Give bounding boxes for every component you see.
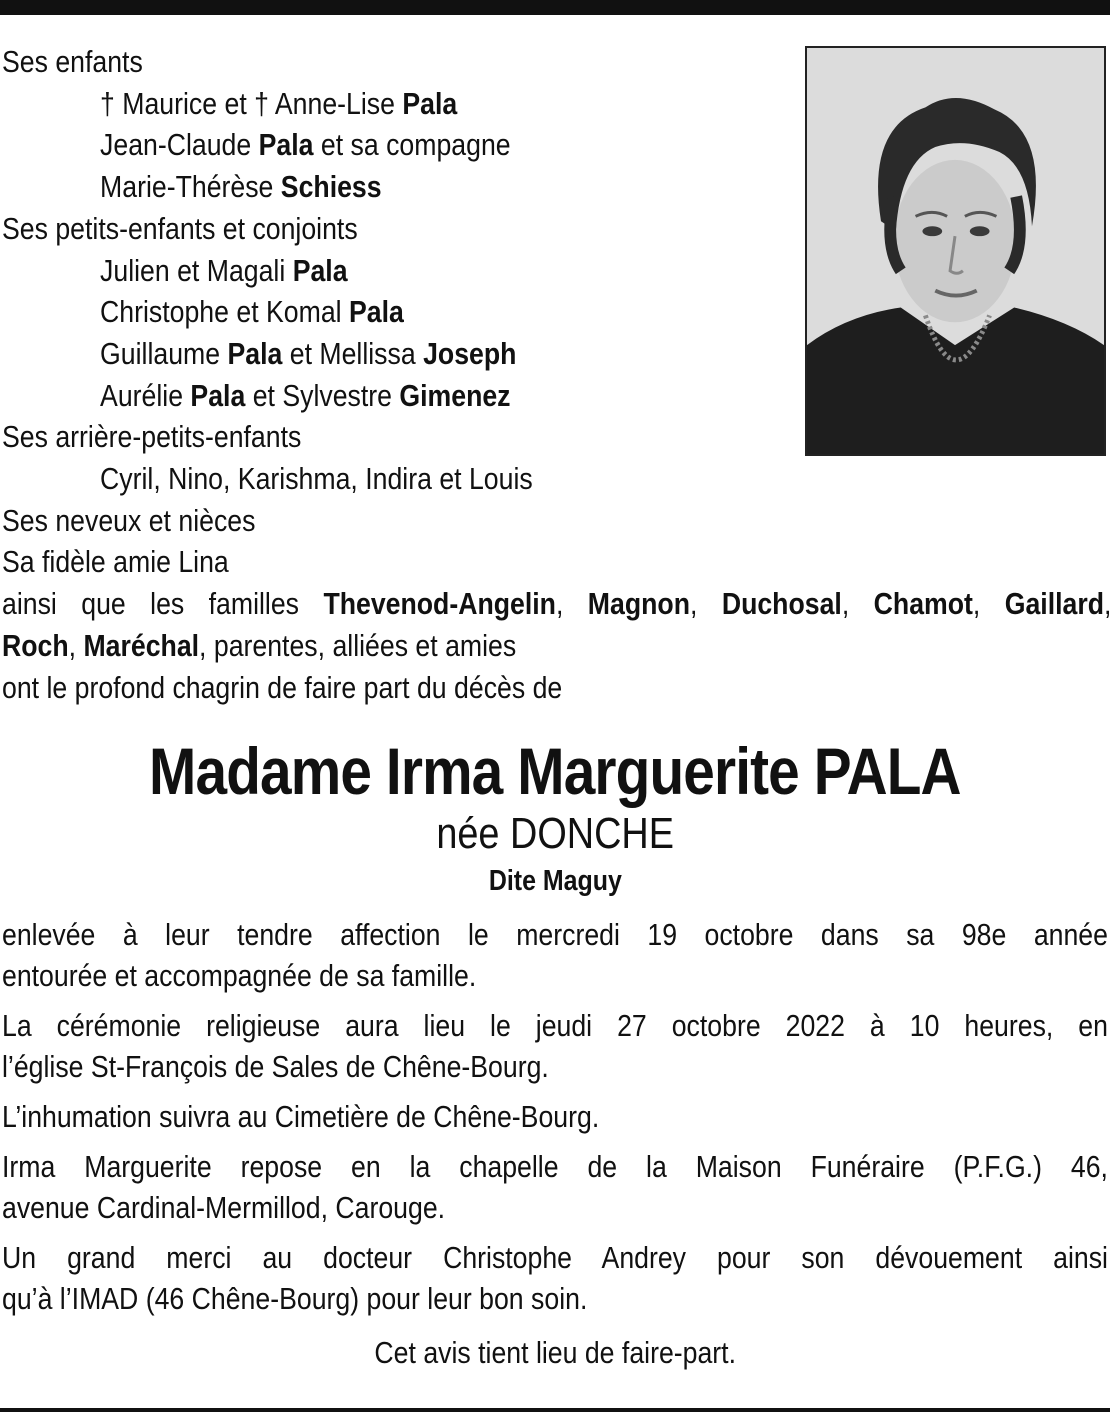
paragraph [2, 1096, 1108, 1137]
text-segment: Marie-Thérèse [100, 169, 281, 205]
paragraph [2, 914, 1108, 996]
text-segment: Jean-Claude [100, 127, 259, 163]
top-rule [0, 0, 1110, 15]
paragraph-line: Un grand merci au docteur Christophe Andrey pour son dévouement ainsi [2, 1240, 1108, 1275]
text-segment: , [689, 586, 722, 622]
paragraph [2, 1005, 1108, 1087]
family-line [2, 458, 955, 500]
surname: Pala [190, 377, 246, 413]
surname: Duchosal [721, 586, 842, 622]
nickname: Dite Maguy [488, 865, 622, 897]
text-segment: , parentes, alliées et amies [199, 627, 517, 663]
text-segment: Guillaume [100, 335, 228, 371]
paragraph-line: l’église St-François de Sales de Chêne-Bourg. [2, 1049, 549, 1084]
paragraph-line: qu’à l’IMAD (46 Chêne-Bourg) pour leur bon soin. [2, 1281, 588, 1316]
text-segment: Julien et Magali [100, 252, 293, 288]
family-line [2, 541, 955, 583]
text-segment: et Mellissa [282, 335, 424, 371]
text-segment: , [1103, 586, 1111, 622]
paragraph [2, 1146, 1108, 1228]
paragraph-line: entourée et accompagnée de sa famille. [2, 958, 477, 993]
surname: Roch [2, 627, 69, 663]
surname: Joseph [423, 335, 517, 371]
text-segment: ont le profond chagrin de faire part du décès de [2, 669, 563, 705]
text-segment: et Sylvestre [245, 377, 400, 413]
portrait-icon [807, 48, 1104, 454]
text-segment: † Maurice et † Anne-Lise [100, 85, 403, 121]
closing-note: Cet avis tient lieu de faire-part. [374, 1335, 736, 1370]
paragraph-line: La cérémonie religieuse aura lieu le jeudi 27 octobre 2022 à 10 heures, en [2, 1008, 1108, 1043]
text-segment: et sa compagne [313, 127, 511, 163]
surname: Pala [292, 252, 348, 288]
surname: Gaillard [1004, 586, 1104, 622]
surname: Thevenod-Angelin [323, 586, 556, 622]
surname: Pala [348, 294, 404, 330]
maiden-name: née DONCHE [436, 809, 674, 858]
text-segment: Ses enfants [2, 44, 143, 79]
text-segment: ainsi que les familles [2, 586, 324, 622]
text-segment: Ses arrière-petits-enfants [2, 419, 302, 455]
text-segment: Sa fidèle amie Lina [2, 544, 229, 580]
surname: Gimenez [399, 377, 511, 413]
family-line [2, 625, 955, 667]
text-segment: Christophe et Komal [100, 294, 349, 330]
text-segment: Aurélie [100, 377, 191, 413]
paragraph-line: avenue Cardinal-Mermillod, Carouge. [2, 1190, 446, 1225]
bottom-rule [0, 1408, 1110, 1412]
text-segment: Cyril, Nino, Karishma, Indira et Louis [100, 461, 533, 497]
text-segment: , [68, 627, 84, 663]
paragraph-line: Irma Marguerite repose en la chapelle de la Maison Funéraire (P.F.G.) 46, [2, 1149, 1108, 1184]
text-segment: , [972, 586, 1005, 622]
surname: Schiess [280, 169, 382, 205]
text-segment: , [555, 586, 588, 622]
paragraph [2, 1237, 1108, 1319]
text-segment: Ses petits-enfants et conjoints [2, 210, 358, 246]
family-line [2, 667, 955, 709]
family-line [2, 583, 1111, 625]
surname: Magnon [587, 586, 690, 622]
surname: Chamot [873, 586, 973, 622]
paragraph-line: enlevée à leur tendre affection le mercredi 19 octobre dans sa 98e année [2, 917, 1108, 952]
family-line [2, 500, 955, 542]
announcement-body [2, 914, 1108, 1328]
surname: Maréchal [83, 627, 200, 663]
text-segment: Ses neveux et nièces [2, 502, 256, 538]
text-segment: , [841, 586, 874, 622]
paragraph-line: L’inhumation suivra au Cimetière de Chêne-Bourg. [2, 1099, 600, 1134]
surname: Pala [402, 85, 458, 121]
deceased-name: Madame Irma Marguerite PALA [149, 734, 961, 808]
surname: Pala [227, 335, 283, 371]
portrait-photo [805, 46, 1106, 456]
surname: Pala [258, 127, 314, 163]
